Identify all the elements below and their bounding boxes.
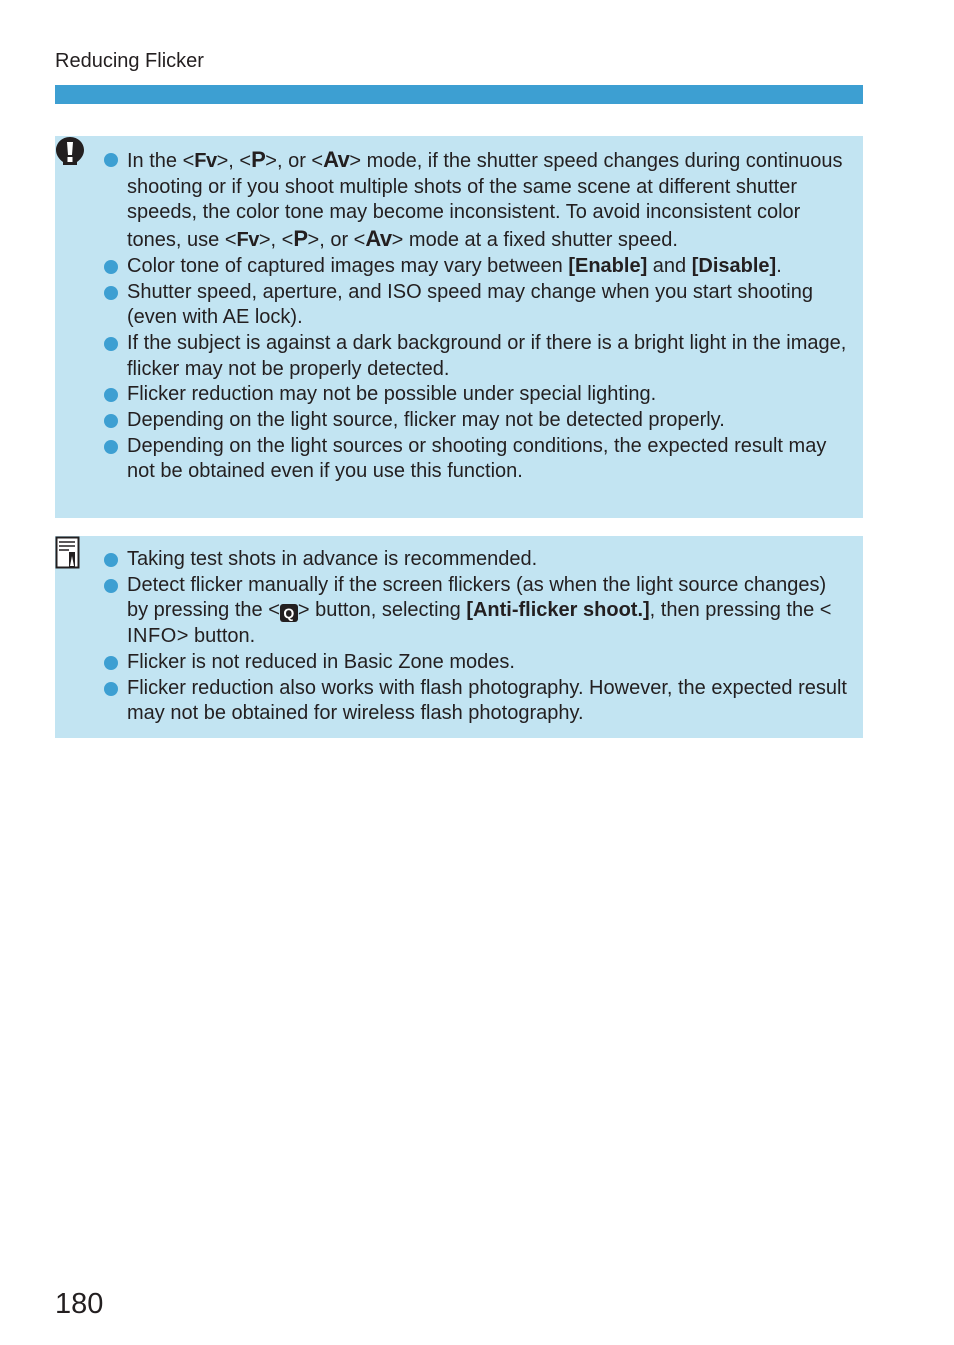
caution-list <box>103 147 849 485</box>
list-item: Taking test shots in advance is recommended. <box>103 547 849 573</box>
list-item: Flicker reduction also works with flash photography. However, the expected result may not be obtained for wireless flash photography. <box>103 676 849 727</box>
list-item: Color tone of captured images may vary between [Enable] and [Disable]. <box>103 254 849 280</box>
fv-mode-icon: Fv <box>194 150 217 172</box>
list-item: Shutter speed, aperture, and ISO speed may change when you start shooting (even with AE lock). <box>103 280 849 331</box>
caution-box <box>55 136 863 518</box>
info-button-icon: INFO <box>127 625 177 648</box>
list-item: If the subject is against a dark background or if there is a bright light in the image, flicker may not be properly detected. <box>103 331 849 382</box>
list-item: Detect flicker manually if the screen flickers (as when the light source changes) by pressing the < Q > button, selecting [Anti-flicker shoot.], then pressing the <INFO> button. <box>103 573 849 650</box>
caution-exclamation-icon <box>55 136 85 171</box>
av-mode-icon: Av <box>323 147 350 172</box>
bullet-dot-icon <box>104 656 118 670</box>
note-list <box>103 547 849 727</box>
list-item: In the <Fv>, <P>, or <Av> mode, if the shutter speed changes during continuous shooting or if you shoot multiple shots of the same scene at different shutter speeds, the color tone may become inconsistent. To avoid inconsistent color tones, use <Fv>, <P>, or <Av> mode at a fixed shutter speed. <box>103 147 849 254</box>
list-item: Depending on the light sources or shooting conditions, the expected result may not be obtained even if you use this function. <box>103 434 849 485</box>
note-memo-icon <box>55 536 81 575</box>
bullet-dot-icon <box>104 553 118 567</box>
bullet-dot-icon <box>104 260 118 274</box>
bullet-dot-icon <box>104 388 118 402</box>
bullet-dot-icon <box>104 579 118 593</box>
q-button-icon: Q <box>280 604 298 622</box>
bullet-dot-icon <box>104 682 118 696</box>
note-box <box>55 536 863 738</box>
bullet-dot-icon <box>104 337 118 351</box>
section-title: Reducing Flicker <box>55 50 204 72</box>
header-bar <box>55 85 863 104</box>
list-item: Flicker is not reduced in Basic Zone modes. <box>103 650 849 676</box>
bullet-dot-icon <box>104 414 118 428</box>
page-number: 180 <box>55 1288 104 1320</box>
av-mode-icon: Av <box>365 226 392 252</box>
p-mode-icon: P <box>251 147 266 172</box>
bullet-dot-icon <box>104 153 118 167</box>
fv-mode-icon: Fv <box>236 229 259 252</box>
list-item: Flicker reduction may not be possible under special lighting. <box>103 382 849 408</box>
list-item: Depending on the light source, flicker may not be detected properly. <box>103 408 849 434</box>
bullet-dot-icon <box>104 286 118 300</box>
p-mode-icon: P <box>293 226 308 252</box>
bullet-dot-icon <box>104 440 118 454</box>
